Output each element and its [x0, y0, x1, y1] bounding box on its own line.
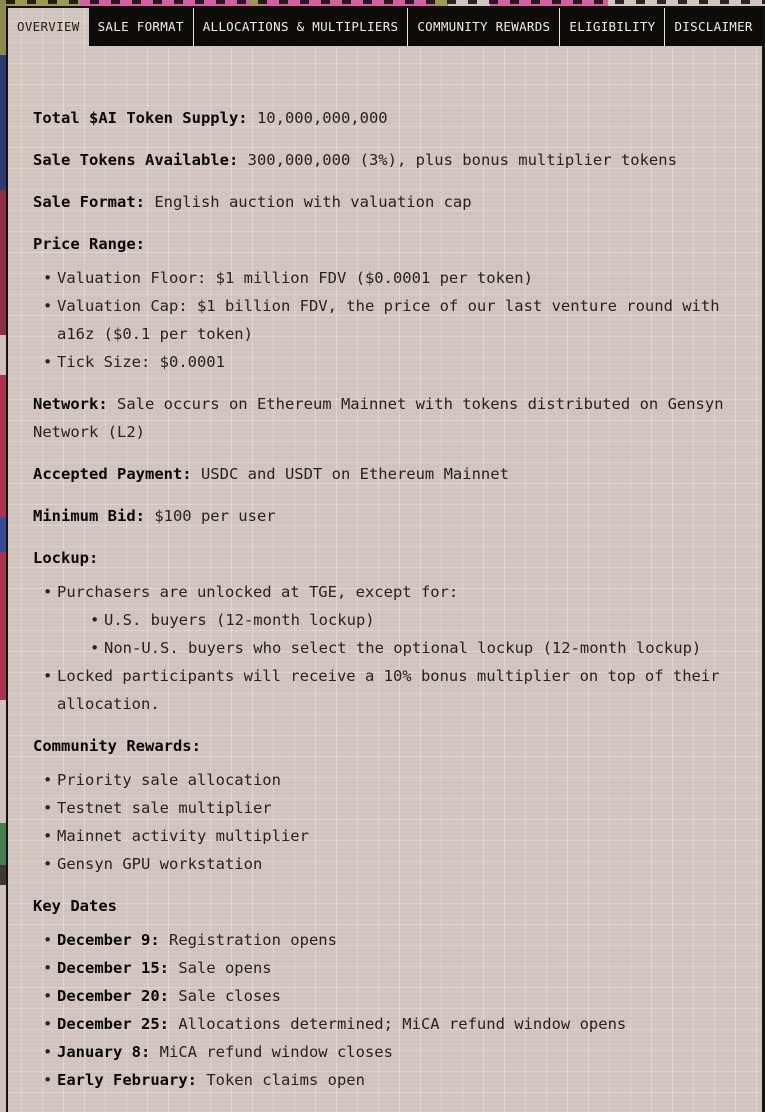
token-sale-panel	[6, 6, 765, 1112]
date-event: Registration opens	[159, 931, 337, 949]
list-item: • Locked participants will receive a 10% bonus multiplier on top of their allocation.	[57, 662, 736, 718]
date-label: December 20:	[57, 987, 169, 1005]
list-item: • Non-U.S. buyers who select the optional lockup (12-month lockup)	[104, 634, 736, 662]
total-supply-field	[33, 104, 736, 132]
list-item	[57, 1038, 736, 1066]
key-dates-list	[33, 926, 736, 1094]
left-decorative-strip	[0, 0, 6, 1112]
community-rewards-list	[33, 766, 736, 878]
date-label: December 25:	[57, 1015, 169, 1033]
key-dates-heading: Key Dates	[33, 897, 117, 915]
field-label: Accepted Payment:	[33, 465, 192, 483]
tab-sale-format[interactable]: SALE FORMAT	[89, 8, 193, 46]
list-item	[57, 578, 736, 662]
date-label: Early February:	[57, 1071, 197, 1089]
date-label: January 8:	[57, 1043, 151, 1061]
overview-tab-content	[8, 46, 762, 1094]
list-item: • U.S. buyers (12-month lockup)	[104, 606, 736, 634]
list-item: • Mainnet activity multiplier	[57, 822, 736, 850]
date-event: Token claims open	[196, 1071, 365, 1089]
field-value: USDC and USDT on Ethereum Mainnet	[191, 465, 509, 483]
list-item: • Valuation Cap: $1 billion FDV, the price of our last venture round with a16z ($0.1 per token)	[57, 292, 736, 348]
sale-tokens-field	[33, 146, 736, 174]
date-event: Sale opens	[168, 959, 272, 977]
field-value: $100 per user	[144, 507, 276, 525]
list-item: • Valuation Floor: $1 million FDV ($0.0001 per token)	[57, 264, 736, 292]
network-field	[33, 390, 736, 446]
lockup-list	[33, 578, 736, 718]
field-label: Network:	[33, 395, 108, 413]
date-label: December 9:	[57, 931, 160, 949]
accepted-payment-field	[33, 460, 736, 488]
date-label: December 15:	[57, 959, 169, 977]
tab-disclaimer[interactable]: DISCLAIMER	[664, 8, 761, 46]
field-value: Sale occurs on Ethereum Mainnet with tokens distributed on Gensyn Network (L2)	[33, 395, 724, 441]
date-event: Allocations determined; MiCA refund window opens	[168, 1015, 627, 1033]
price-range-list	[33, 264, 736, 376]
field-value: 300,000,000 (3%), plus bonus multiplier tokens	[238, 151, 677, 169]
list-item: • Tick Size: $0.0001	[57, 348, 736, 376]
tab-allocations-multipliers[interactable]: ALLOCATIONS & MULTIPLIERS	[193, 8, 408, 46]
top-decorative-strip	[6, 0, 765, 6]
field-value: English auction with valuation cap	[144, 193, 472, 211]
tab-eligibility[interactable]: ELIGIBILITY	[559, 8, 664, 46]
tab-overview[interactable]: OVERVIEW	[17, 19, 80, 34]
list-item	[57, 1066, 736, 1094]
field-label: Total $AI Token Supply:	[33, 109, 248, 127]
list-item: • Testnet sale multiplier	[57, 794, 736, 822]
field-label: Minimum Bid:	[33, 507, 145, 525]
list-item	[57, 982, 736, 1010]
list-item	[57, 954, 736, 982]
minimum-bid-field	[33, 502, 736, 530]
lockup-sublist	[57, 606, 736, 662]
field-label: Sale Format:	[33, 193, 145, 211]
lockup-heading: Lockup:	[33, 549, 99, 567]
list-item	[57, 1010, 736, 1038]
list-item: • Gensyn GPU workstation	[57, 850, 736, 878]
list-item: • Priority sale allocation	[57, 766, 736, 794]
date-event: Sale closes	[168, 987, 281, 1005]
field-label: Sale Tokens Available:	[33, 151, 239, 169]
list-item	[57, 926, 736, 954]
tab-bar	[8, 8, 762, 46]
field-value: 10,000,000,000	[247, 109, 388, 127]
date-event: MiCA refund window closes	[150, 1043, 393, 1061]
lockup-intro: Purchasers are unlocked at TGE, except for:	[57, 583, 459, 601]
sale-format-field	[33, 188, 736, 216]
community-rewards-heading: Community Rewards:	[33, 737, 201, 755]
tab-community-rewards[interactable]: COMMUNITY REWARDS	[407, 8, 559, 46]
price-range-heading: Price Range:	[33, 235, 145, 253]
